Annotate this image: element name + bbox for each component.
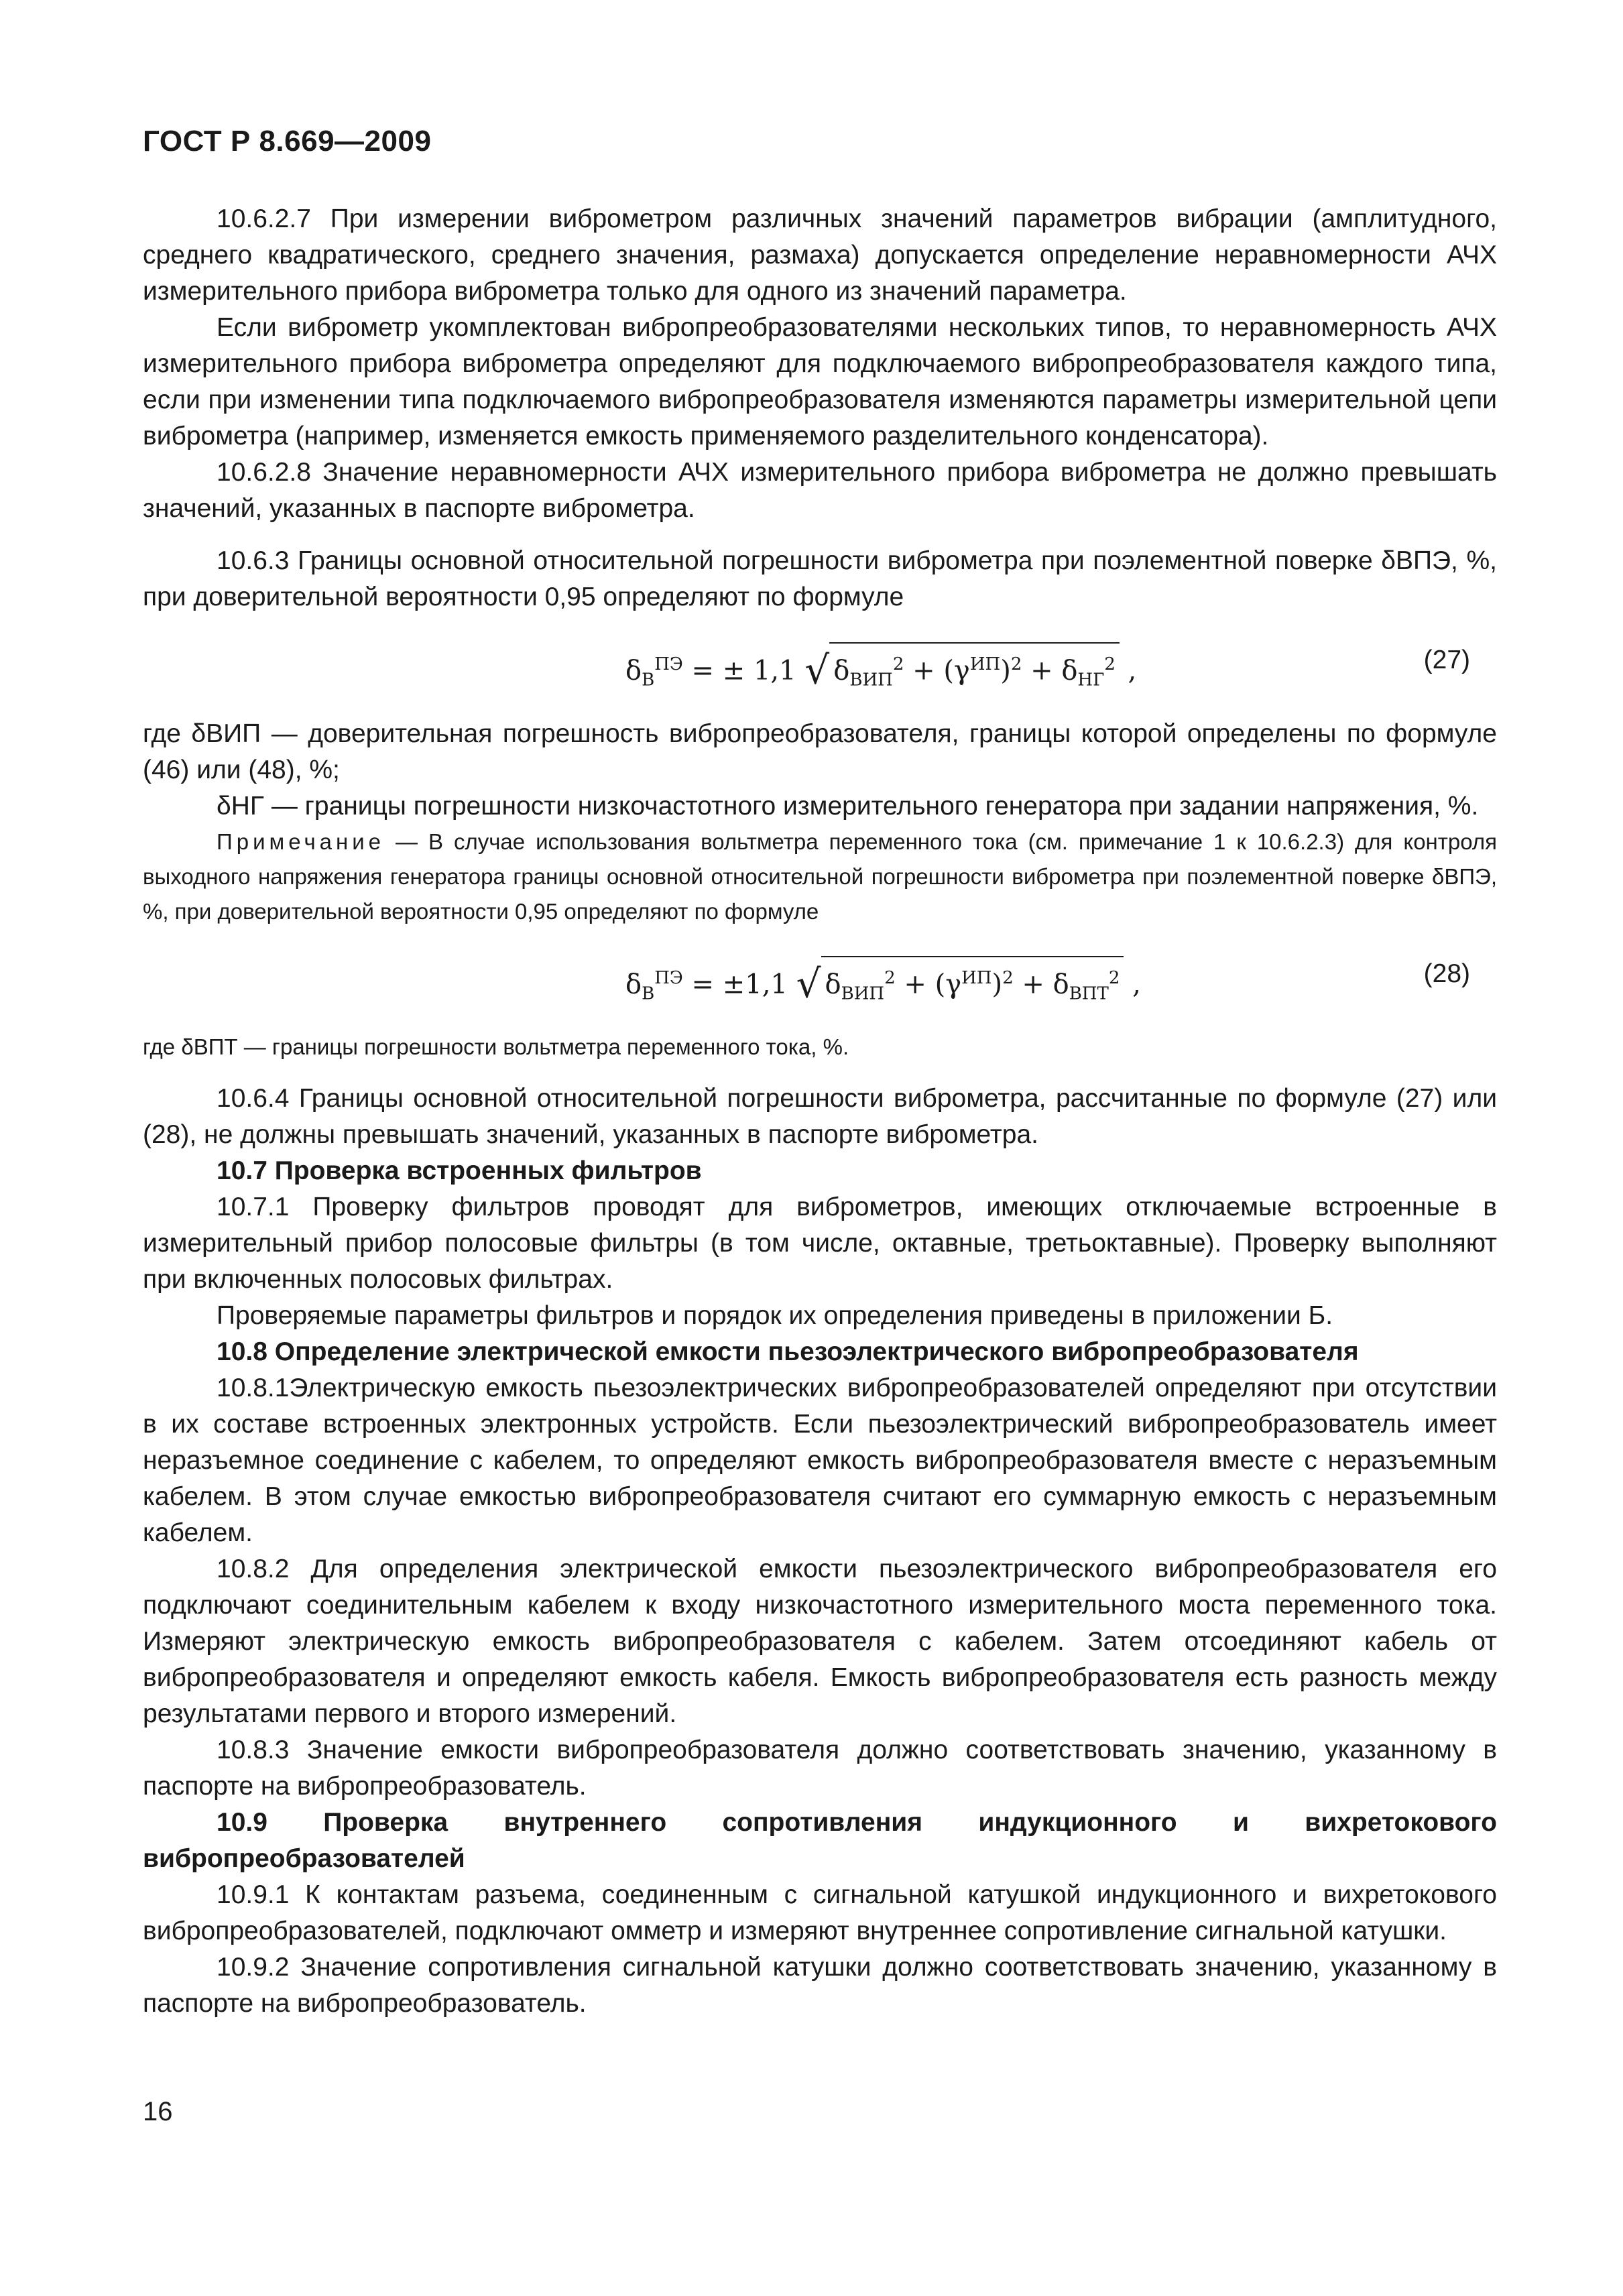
where-28-block xyxy=(143,1030,1497,1065)
document-body xyxy=(143,201,1497,2022)
paragraph-10-6-2-7: 10.6.2.7 При измерении виброметром различных значений параметров вибрации (амплитудного, среднего квадратического, среднего значения, размаха) допускается определение неравномерности АЧХ измерительного прибора виброметра только для одного из значений параметра. xyxy=(143,204,1497,306)
paragraph-10-6-4: 10.6.4 Границы основной относительной погрешности виброметра, рассчитанные по формуле (27) или (28), не должны превышать значений, указанных в паспорте виброметра. xyxy=(143,1084,1497,1149)
document-header: ГОСТ Р 8.669—2009 xyxy=(143,125,432,158)
paragraph-10-8-2: 10.8.2 Для определения электрической емкости пьезоэлектрического вибропреобразователя его подключают соединительным кабелем к входу низкочастотного измерительного моста переменного тока. Измеряют электрическую емкость вибропреобразователя с кабелем. Затем отсоединяют кабель от вибропреобразователя и определяют емкость кабеля. Емкость вибропреобразователя есть разность между результатами первого и второго измерений. xyxy=(143,1555,1497,1728)
note-text: — В случае использования вольтметра переменного тока (см. примечание 1 к 10.6.2.3) для контроля выходного напряжения генератора границы основной относительной погрешности виброметра при поэлементной поверке δВПЭ, %, при доверительной вероятности 0,95 определяют по формуле xyxy=(143,829,1497,924)
paragraph-10-7-1-cont: Проверяемые параметры фильтров и порядок их определения приведены в приложении Б. xyxy=(217,1301,1333,1330)
note-label: Примечание xyxy=(217,829,385,854)
formula-28-expression: $\delta_В^{ПЭ} = \pm 1,1$ √ $\delta_{ВИП}^2 + (\gamma^{ИП})^2 + \delta_{ВПТ}^2$ , xyxy=(625,956,1141,1012)
formula-27-number: (27) xyxy=(1423,646,1470,674)
paragraph-10-8-3: 10.8.3 Значение емкости вибропреобразователя должно соответствовать значению, указанному в паспорте на вибропреобразователь. xyxy=(143,1736,1497,1801)
formula-28 xyxy=(143,929,1497,1030)
paragraph-10-8-1: 10.8.1Электрическую емкость пьезоэлектрических вибропреобразователей определяют при отсутствии в их составе встроенных электронных устройств. Если пьезоэлектрический вибропреобразователь имеет неразъемное соединение с кабелем, то определяют емкость вибропреобразователя вместе с неразъемным кабелем. В этом случае емкостью вибропреобразователя считают его суммарную емкость с неразъемным кабелем. xyxy=(143,1374,1497,1547)
paragraph-10-9-1: 10.9.1 К контактам разъема, соединенным с сигнальной катушкой индукционного и вихретокового вибропреобразователей, подключают омметр и измеряют внутреннее сопротивление сигнальной катушки. xyxy=(143,1880,1497,1945)
page-number: 16 xyxy=(143,2097,173,2126)
where-27-b: δНГ — границы погрешности низкочастотного измерительного генератора при задании напряжения, %. xyxy=(217,792,1479,821)
formula-27 xyxy=(143,615,1497,716)
heading-10-8: 10.8 Определение электрической емкости пьезоэлектрического вибропреобразователя xyxy=(217,1337,1359,1366)
paragraph-10-6-3: 10.6.3 Границы основной относительной погрешности виброметра при поэлементной поверке δВПЭ, %, при доверительной вероятности 0,95 определяют по формуле xyxy=(143,546,1497,611)
where-28: где δВПТ — границы погрешности вольтметра переменного тока, %. xyxy=(143,1034,849,1059)
formula-28-number: (28) xyxy=(1423,959,1470,988)
formula-27-expression: $\delta_В^{ПЭ}$ = ± 1,1 √ $\delta_{ВИП}^2 + (\gamma^{ИП})^2 + \delta_{НГ}^2$ , xyxy=(625,642,1136,698)
sqrt-icon: √ xyxy=(804,647,830,693)
paragraph-10-6-2-8: 10.6.2.8 Значение неравномерности АЧХ измерительного прибора виброметра не должно превышать значений, указанных в паспорте виброметра. xyxy=(143,458,1497,523)
sqrt-icon: √ xyxy=(796,961,821,1007)
where-27-a: где δВИП — доверительная погрешность вибропреобразователя, границы которой определены по формуле (46) или (48), %; xyxy=(143,719,1497,784)
paragraph-10-7-1: 10.7.1 Проверку фильтров проводят для виброметров, имеющих отключаемые встроенные в измерительный прибор полосовые фильтры (в том числе, октавные, третьоктавные). Проверку выполняют при включенных полосовых фильтрах. xyxy=(143,1193,1497,1294)
note-block xyxy=(143,825,1497,929)
paragraph-10-9-2: 10.9.2 Значение сопротивления сигнальной катушки должно соответствовать значению, указанному в паспорте на вибропреобразователь. xyxy=(143,1953,1497,2018)
heading-10-7: 10.7 Проверка встроенных фильтров xyxy=(217,1156,702,1185)
paragraph-10-6-2-7-cont: Если виброметр укомплектован вибропреобразователями нескольких типов, то неравномерность АЧХ измерительного прибора виброметра определяют для подключаемого вибропреобразователя каждого типа, если при изменении типа подключаемого вибропреобразователя изменяются параметры измерительной цепи виброметра (например, изменяется емкость применяемого разделительного конденсатора). xyxy=(143,313,1497,450)
heading-10-9: 10.9 Проверка внутреннего сопротивления индукционного и вихретокового вибропреобразователей xyxy=(143,1808,1497,1873)
